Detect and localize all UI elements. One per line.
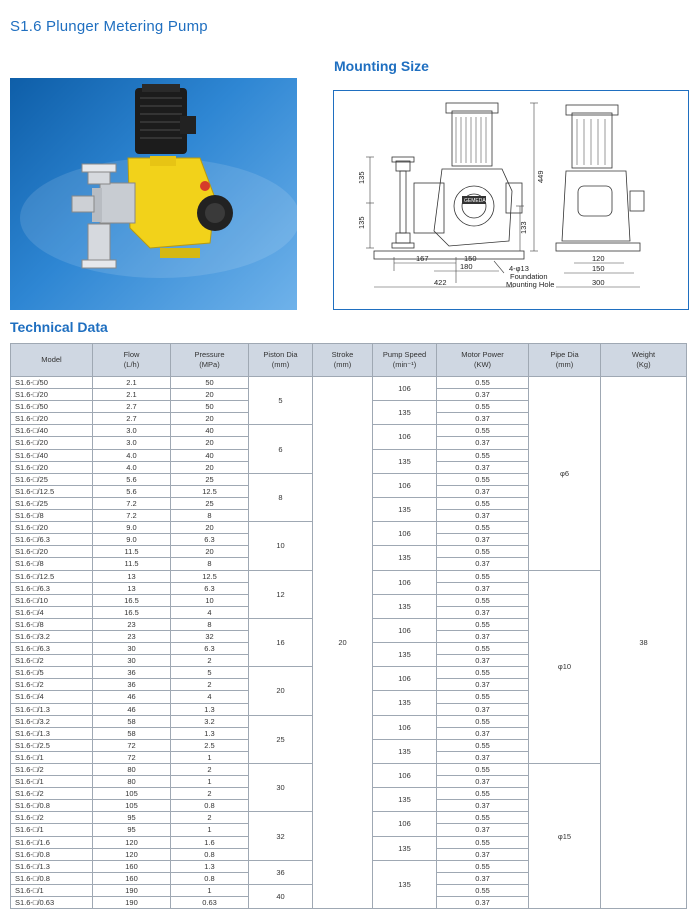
flow-cell: 30 (93, 655, 171, 667)
pump-speed-cell: 106 (373, 667, 437, 691)
header-label: Weight (631, 350, 656, 359)
pressure-cell: 1 (171, 824, 249, 836)
motor-power-cell: 0.37 (437, 389, 529, 401)
header-label: Pump Speed (382, 350, 427, 359)
pressure-cell: 8 (171, 558, 249, 570)
model-cell: S1.6-□/20 (11, 437, 93, 449)
motor-power-cell: 0.37 (437, 776, 529, 788)
flow-cell: 105 (93, 788, 171, 800)
model-cell: S1.6-□/25 (11, 497, 93, 509)
piston-dia-cell: 32 (249, 812, 313, 860)
header-unit: (mm) (271, 360, 290, 369)
pressure-cell: 6.3 (171, 643, 249, 655)
dim-422: 422 (434, 278, 447, 287)
header-cell (313, 344, 373, 377)
motor-power-cell: 0.37 (437, 582, 529, 594)
technical-data-table (10, 343, 687, 909)
model-cell: S1.6-□/20 (11, 522, 93, 534)
nameplate-label: GEMEDA (464, 198, 486, 204)
pressure-cell: 40 (171, 425, 249, 437)
flow-cell: 46 (93, 703, 171, 715)
model-cell: S1.6-□/10 (11, 594, 93, 606)
motor-power-cell: 0.55 (437, 691, 529, 703)
motor-power-cell: 0.37 (437, 558, 529, 570)
pump-speed-cell: 135 (373, 836, 437, 860)
model-cell: S1.6-□/50 (11, 401, 93, 413)
motor-power-cell: 0.37 (437, 655, 529, 667)
model-cell: S1.6-□/20 (11, 389, 93, 401)
motor-power-cell: 0.55 (437, 497, 529, 509)
motor-power-cell: 0.37 (437, 848, 529, 860)
pressure-cell: 8 (171, 510, 249, 522)
header-label: Model (41, 355, 62, 364)
flow-cell: 160 (93, 872, 171, 884)
pipe-dia-cell: φ10 (529, 570, 601, 764)
technical-data-table-wrap (10, 343, 686, 909)
pressure-cell: 8 (171, 618, 249, 630)
motor-power-cell: 0.55 (437, 401, 529, 413)
pressure-cell: 40 (171, 449, 249, 461)
header-cell (249, 344, 313, 377)
technical-data-title: Technical Data (10, 319, 108, 335)
dim-449: 449 (536, 170, 545, 183)
weight-cell: 38 (601, 377, 687, 909)
pressure-cell: 12.5 (171, 485, 249, 497)
model-cell: S1.6-□/1.3 (11, 860, 93, 872)
pressure-cell: 5 (171, 667, 249, 679)
pressure-cell: 1.3 (171, 860, 249, 872)
pump-speed-cell: 135 (373, 739, 437, 763)
pressure-cell: 2 (171, 788, 249, 800)
flow-cell: 7.2 (93, 510, 171, 522)
model-cell: S1.6-□/20 (11, 546, 93, 558)
pressure-cell: 20 (171, 389, 249, 401)
motor-power-cell: 0.55 (437, 836, 529, 848)
flow-cell: 2.7 (93, 401, 171, 413)
header-unit: (min⁻¹) (392, 360, 417, 369)
flow-cell: 11.5 (93, 558, 171, 570)
flow-cell: 46 (93, 691, 171, 703)
pipe-dia-cell: φ15 (529, 764, 601, 909)
flow-cell: 80 (93, 776, 171, 788)
motor-power-cell: 0.55 (437, 377, 529, 389)
pressure-cell: 6.3 (171, 534, 249, 546)
pump-speed-cell: 135 (373, 691, 437, 715)
foundation-label-2: Mounting Hole (506, 280, 555, 289)
pressure-cell: 32 (171, 630, 249, 642)
pressure-cell: 0.8 (171, 872, 249, 884)
model-cell: S1.6-□/1 (11, 824, 93, 836)
model-cell: S1.6-□/8 (11, 618, 93, 630)
flow-cell: 120 (93, 836, 171, 848)
flow-cell: 95 (93, 812, 171, 824)
pump-speed-cell: 135 (373, 788, 437, 812)
pressure-cell: 0.8 (171, 848, 249, 860)
motor-power-cell: 0.55 (437, 643, 529, 655)
mounting-drawing (333, 90, 689, 310)
header-label: Piston Dia (263, 350, 298, 359)
pressure-cell: 2 (171, 812, 249, 824)
motor-power-cell: 0.55 (437, 860, 529, 872)
pressure-cell: 20 (171, 437, 249, 449)
pressure-cell: 1 (171, 751, 249, 763)
flow-cell: 80 (93, 764, 171, 776)
pump-speed-cell: 106 (373, 473, 437, 497)
header-label: Motor Power (461, 350, 504, 359)
motor-power-cell: 0.55 (437, 546, 529, 558)
flow-cell: 11.5 (93, 546, 171, 558)
model-cell: S1.6-□/1.3 (11, 727, 93, 739)
pressure-cell: 20 (171, 461, 249, 473)
motor-power-cell: 0.55 (437, 594, 529, 606)
pressure-cell: 20 (171, 413, 249, 425)
flow-cell: 23 (93, 630, 171, 642)
flow-cell: 72 (93, 751, 171, 763)
flow-cell: 4.0 (93, 449, 171, 461)
table-header-row (11, 344, 687, 377)
model-cell: S1.6-□/1 (11, 884, 93, 896)
mounting-size-diagram (334, 91, 688, 309)
flow-cell: 190 (93, 897, 171, 909)
motor-power-cell: 0.55 (437, 884, 529, 896)
flow-cell: 16.5 (93, 594, 171, 606)
flow-cell: 5.6 (93, 473, 171, 485)
pump-speed-cell: 106 (373, 425, 437, 449)
model-cell: S1.6-□/5 (11, 667, 93, 679)
model-cell: S1.6-□/40 (11, 449, 93, 461)
motor-power-cell: 0.37 (437, 413, 529, 425)
pump-speed-cell: 135 (373, 546, 437, 570)
header-label: Pressure (194, 350, 225, 359)
model-cell: S1.6-□/3.2 (11, 715, 93, 727)
model-cell: S1.6-□/6.3 (11, 534, 93, 546)
dim-150a: 150 (464, 254, 477, 263)
piston-dia-cell: 8 (249, 473, 313, 521)
pressure-cell: 25 (171, 473, 249, 485)
header-unit: (mm) (333, 360, 352, 369)
pressure-cell: 1.3 (171, 703, 249, 715)
piston-dia-cell: 30 (249, 764, 313, 812)
pump-speed-cell: 106 (373, 618, 437, 642)
model-cell: S1.6-□/2 (11, 679, 93, 691)
pressure-cell: 1.3 (171, 727, 249, 739)
motor-power-cell: 0.37 (437, 897, 529, 909)
motor-power-cell: 0.55 (437, 618, 529, 630)
plunger-pump-illustration (10, 78, 297, 310)
pressure-cell: 3.2 (171, 715, 249, 727)
stroke-cell: 20 (313, 377, 373, 909)
pressure-cell: 0.8 (171, 800, 249, 812)
dim-167: 167 (416, 254, 429, 263)
header-cell (11, 344, 93, 377)
pressure-cell: 10 (171, 594, 249, 606)
pump-speed-cell: 106 (373, 715, 437, 739)
motor-power-cell: 0.55 (437, 570, 529, 582)
motor-power-cell: 0.37 (437, 679, 529, 691)
piston-dia-cell: 5 (249, 377, 313, 425)
pressure-cell: 1.6 (171, 836, 249, 848)
header-label: Pipe Dia (550, 350, 579, 359)
dim-120: 120 (592, 254, 605, 263)
pump-speed-cell: 135 (373, 860, 437, 908)
model-cell: S1.6-□/2 (11, 788, 93, 800)
motor-power-cell: 0.37 (437, 534, 529, 546)
model-cell: S1.6-□/1.6 (11, 836, 93, 848)
header-label: Stroke (331, 350, 354, 359)
motor-power-cell: 0.55 (437, 667, 529, 679)
model-cell: S1.6-□/0.8 (11, 800, 93, 812)
pressure-cell: 6.3 (171, 582, 249, 594)
model-cell: S1.6-□/3.2 (11, 630, 93, 642)
header-cell (171, 344, 249, 377)
model-cell: S1.6-□/2 (11, 812, 93, 824)
model-cell: S1.6-□/40 (11, 425, 93, 437)
model-cell: S1.6-□/4 (11, 606, 93, 618)
flow-cell: 190 (93, 884, 171, 896)
flow-cell: 4.0 (93, 461, 171, 473)
pump-speed-cell: 135 (373, 497, 437, 521)
model-cell: S1.6-□/8 (11, 558, 93, 570)
motor-power-cell: 0.37 (437, 751, 529, 763)
flow-cell: 23 (93, 618, 171, 630)
table-row (11, 377, 687, 389)
header-unit: (mm) (555, 360, 574, 369)
motor-power-cell: 0.37 (437, 461, 529, 473)
page-title: S1.6 Plunger Metering Pump (10, 18, 208, 35)
motor-power-cell: 0.55 (437, 739, 529, 751)
pump-speed-cell: 135 (373, 594, 437, 618)
header-label: Flow (123, 350, 140, 359)
header-cell (437, 344, 529, 377)
flow-cell: 7.2 (93, 497, 171, 509)
header-cell (601, 344, 687, 377)
flow-cell: 72 (93, 739, 171, 751)
pump-speed-cell: 106 (373, 522, 437, 546)
pressure-cell: 20 (171, 546, 249, 558)
model-cell: S1.6-□/2 (11, 655, 93, 667)
pump-speed-cell: 106 (373, 764, 437, 788)
dim-180: 180 (460, 262, 473, 271)
dim-135-bottom: 135 (357, 216, 366, 229)
motor-power-cell: 0.55 (437, 473, 529, 485)
pressure-cell: 4 (171, 606, 249, 618)
dim-135-top: 135 (357, 171, 366, 184)
pressure-cell: 50 (171, 377, 249, 389)
model-cell: S1.6-□/12.5 (11, 485, 93, 497)
pump-speed-cell: 135 (373, 401, 437, 425)
dim-150b: 150 (592, 264, 605, 273)
motor-power-cell: 0.37 (437, 824, 529, 836)
flow-cell: 58 (93, 715, 171, 727)
pipe-dia-cell: φ6 (529, 377, 601, 571)
flow-cell: 120 (93, 848, 171, 860)
pump-speed-cell: 106 (373, 377, 437, 401)
piston-dia-cell: 20 (249, 667, 313, 715)
header-unit: (L/h) (123, 360, 140, 369)
motor-power-cell: 0.55 (437, 764, 529, 776)
flow-cell: 160 (93, 860, 171, 872)
flow-cell: 2.7 (93, 413, 171, 425)
motor-power-cell: 0.37 (437, 630, 529, 642)
flow-cell: 105 (93, 800, 171, 812)
piston-dia-cell: 6 (249, 425, 313, 473)
pressure-cell: 1 (171, 884, 249, 896)
model-cell: S1.6-□/6.3 (11, 582, 93, 594)
flow-cell: 3.0 (93, 437, 171, 449)
model-cell: S1.6-□/20 (11, 461, 93, 473)
pump-speed-cell: 135 (373, 643, 437, 667)
flow-cell: 13 (93, 582, 171, 594)
header-cell (373, 344, 437, 377)
piston-dia-cell: 36 (249, 860, 313, 884)
model-cell: S1.6-□/2 (11, 764, 93, 776)
pump-speed-cell: 106 (373, 812, 437, 836)
model-cell: S1.6-□/6.3 (11, 643, 93, 655)
pressure-cell: 25 (171, 497, 249, 509)
piston-dia-cell: 12 (249, 570, 313, 618)
piston-dia-cell: 10 (249, 522, 313, 570)
model-cell: S1.6-□/2.5 (11, 739, 93, 751)
motor-power-cell: 0.55 (437, 425, 529, 437)
motor-power-cell: 0.37 (437, 800, 529, 812)
motor-power-cell: 0.37 (437, 606, 529, 618)
pressure-cell: 0.63 (171, 897, 249, 909)
flow-cell: 36 (93, 667, 171, 679)
pump-speed-cell: 106 (373, 570, 437, 594)
motor-power-cell: 0.37 (437, 437, 529, 449)
motor-power-cell: 0.55 (437, 715, 529, 727)
flow-cell: 95 (93, 824, 171, 836)
pressure-cell: 12.5 (171, 570, 249, 582)
flow-cell: 16.5 (93, 606, 171, 618)
motor-power-cell: 0.55 (437, 812, 529, 824)
pressure-cell: 20 (171, 522, 249, 534)
model-cell: S1.6-□/25 (11, 473, 93, 485)
flow-cell: 58 (93, 727, 171, 739)
model-cell: S1.6-□/20 (11, 413, 93, 425)
model-cell: S1.6-□/4 (11, 691, 93, 703)
flow-cell: 9.0 (93, 522, 171, 534)
piston-dia-cell: 16 (249, 618, 313, 666)
pressure-cell: 2 (171, 655, 249, 667)
model-cell: S1.6-□/1.3 (11, 703, 93, 715)
flow-cell: 30 (93, 643, 171, 655)
motor-power-cell: 0.55 (437, 788, 529, 800)
flow-cell: 2.1 (93, 377, 171, 389)
hole-spec: 4-φ13 (509, 264, 529, 273)
flow-cell: 5.6 (93, 485, 171, 497)
flow-cell: 36 (93, 679, 171, 691)
motor-power-cell: 0.37 (437, 727, 529, 739)
model-cell: S1.6-□/0.8 (11, 872, 93, 884)
model-cell: S1.6-□/50 (11, 377, 93, 389)
pressure-cell: 50 (171, 401, 249, 413)
mounting-size-title: Mounting Size (334, 58, 429, 74)
pressure-cell: 2 (171, 764, 249, 776)
motor-power-cell: 0.55 (437, 522, 529, 534)
header-unit: (KW) (473, 360, 492, 369)
model-cell: S1.6-□/0.63 (11, 897, 93, 909)
dim-133: 133 (519, 221, 528, 234)
flow-cell: 2.1 (93, 389, 171, 401)
foundation-label-1: Foundation (510, 272, 548, 281)
table-body (11, 377, 687, 909)
model-cell: S1.6-□/1 (11, 751, 93, 763)
motor-power-cell: 0.37 (437, 703, 529, 715)
pressure-cell: 1 (171, 776, 249, 788)
pump-speed-cell: 135 (373, 449, 437, 473)
flow-cell: 3.0 (93, 425, 171, 437)
header-unit: (MPa) (199, 360, 220, 369)
pressure-cell: 4 (171, 691, 249, 703)
header-unit: (Kg) (636, 360, 651, 369)
motor-power-cell: 0.37 (437, 485, 529, 497)
header-cell (93, 344, 171, 377)
flow-cell: 13 (93, 570, 171, 582)
dim-300: 300 (592, 278, 605, 287)
pressure-cell: 2 (171, 679, 249, 691)
header-cell (529, 344, 601, 377)
model-cell: S1.6-□/8 (11, 510, 93, 522)
motor-power-cell: 0.37 (437, 510, 529, 522)
pressure-cell: 2.5 (171, 739, 249, 751)
flow-cell: 9.0 (93, 534, 171, 546)
motor-power-cell: 0.37 (437, 872, 529, 884)
model-cell: S1.6-□/1 (11, 776, 93, 788)
piston-dia-cell: 40 (249, 884, 313, 908)
model-cell: S1.6-□/0.8 (11, 848, 93, 860)
piston-dia-cell: 25 (249, 715, 313, 763)
motor-power-cell: 0.55 (437, 449, 529, 461)
model-cell: S1.6-□/12.5 (11, 570, 93, 582)
product-photo (10, 78, 297, 310)
